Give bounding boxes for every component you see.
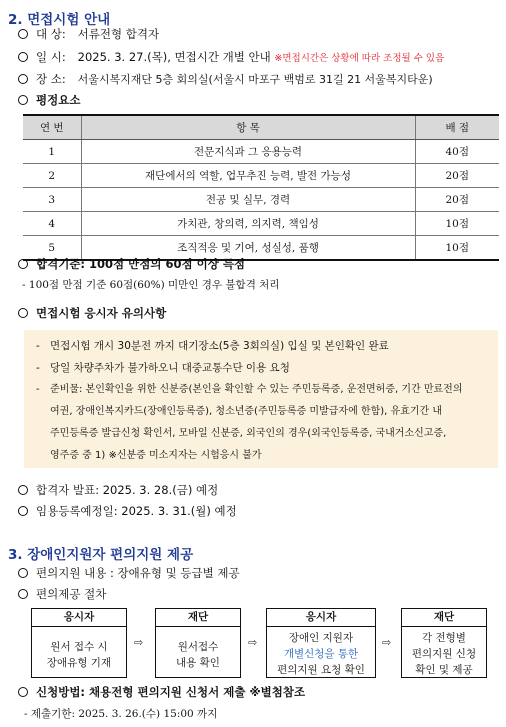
- notice-item: - 준비물: 본인확인을 위한 신분증(본인을 확인할 수 있는 주민등록증, 운전면허증, 기간 만료전의: [36, 384, 463, 395]
- notice-title: 면접시험 응시자 유의사항: [36, 306, 167, 320]
- flow-step-4: 재단 각 전형별 편의지원 신청 확인 및 제공: [401, 608, 487, 678]
- circle-bullet-icon: [18, 95, 28, 105]
- target-label: 대 상:: [36, 27, 66, 41]
- date-value: 2025. 3. 27.(목), 면접시간 개별 안내: [77, 50, 271, 64]
- table-cell-item: 재단에서의 역할, 업무추진 능력, 발전 가능성: [81, 164, 415, 188]
- place-label: 장 소:: [36, 72, 66, 86]
- apply-method: 신청방법: 채용전형 편의지원 신청서 제출 ※별첨참조: [36, 685, 306, 699]
- eval-title: 평정요소: [36, 93, 81, 107]
- pass-note: - 100점 만점 기준 60점(60%) 미만인 경우 불합격 처리: [22, 279, 280, 291]
- table-cell-item: 전문지식과 그 응용능력: [81, 140, 415, 164]
- circle-bullet-icon: [18, 259, 28, 269]
- circle-bullet-icon: [18, 308, 28, 318]
- circle-bullet-icon: [18, 29, 28, 39]
- procedure-title-row: [18, 586, 502, 602]
- circle-bullet-icon: [18, 589, 28, 599]
- flow-step-1: 응시자 원서 접수 시 장애유형 기재: [31, 608, 127, 678]
- apply-method-row: [18, 684, 502, 700]
- evaluation-table: [23, 114, 499, 261]
- flow-step-head: 재단: [156, 609, 240, 627]
- table-cell-score: 20점: [415, 164, 499, 188]
- table-cell-score: 10점: [415, 212, 499, 236]
- table-row: [23, 212, 499, 236]
- table-header-item: 항 목: [81, 115, 415, 140]
- circle-bullet-icon: [18, 506, 28, 516]
- circle-bullet-icon: [18, 74, 28, 84]
- appoint-date: 임용등록예정일: 2025. 3. 31.(월) 예정: [36, 504, 237, 518]
- notice-item-continued: 영주증 중 1) ※신분증 미소지자는 시험응시 불가: [50, 450, 262, 461]
- support-content-row: [18, 565, 502, 581]
- table-row: [23, 188, 499, 212]
- date-label: 일 시:: [36, 50, 66, 64]
- appoint-date-row: [18, 503, 502, 519]
- table-header-no: 연 번: [23, 115, 81, 140]
- notice-item-continued: 여권, 장애인복지카드(장애인등록증), 청소년증(주민등록증 미발급자에 한함), 유효기간 내: [50, 406, 442, 417]
- flow-step-head: 응시자: [32, 609, 126, 627]
- deadline: - 제출기한: 2025. 3. 26.(수) 15:00 까지: [24, 708, 218, 720]
- table-cell-no: 2: [23, 164, 81, 188]
- table-row: [23, 140, 499, 164]
- circle-bullet-icon: [18, 568, 28, 578]
- circle-bullet-icon: [18, 485, 28, 495]
- date-row: [18, 49, 502, 67]
- flow-step-head: 응시자: [267, 609, 375, 627]
- place-value: 서울시복지재단 5층 회의실(서울시 마포구 백범로 31길 21 서울복지타운): [77, 73, 433, 86]
- circle-bullet-icon: [18, 687, 28, 697]
- section-2-title: 2. 면접시험 안내: [8, 12, 111, 28]
- support-content: 편의지원 내용 : 장애유형 및 등급별 제공: [36, 566, 240, 580]
- table-cell-item: 가치관, 창의력, 의지력, 책임성: [81, 212, 415, 236]
- section-3-title: 3. 장애인지원자 편의지원 제공: [8, 547, 194, 563]
- date-note: ※면접시간은 상황에 따라 조정될 수 있음: [274, 53, 445, 64]
- place-row: [18, 71, 502, 88]
- result-announce-row: [18, 482, 502, 498]
- flow-step-3: 응시자 장애인 지원자 개별신청을 통한 편의지원 요청 확인: [266, 608, 376, 678]
- notice-title-row: [18, 305, 502, 321]
- pass-criteria-row: [18, 256, 502, 272]
- table-header-row: [23, 115, 499, 140]
- eval-title-row: [18, 92, 502, 108]
- notice-item: - 면접시험 개시 30분전 까지 대기장소(5층 3회의실) 입실 및 본인확인 완료: [36, 340, 389, 352]
- table-cell-no: 3: [23, 188, 81, 212]
- target-row: [18, 26, 502, 42]
- arrow-right-icon: ⇨: [134, 636, 144, 649]
- flow-step-head: 재단: [402, 609, 486, 627]
- table-cell-score: 20점: [415, 188, 499, 212]
- table-cell-score: 10점: [415, 236, 499, 261]
- notice-item: - 당일 차량주차가 불가하오니 대중교통수단 이용 요청: [36, 362, 290, 374]
- notice-item-continued: 주민등록증 발급신청 확인서, 모바일 신분증, 외국인의 경우(외국인등록증, 국내거소신고증,: [50, 428, 447, 439]
- table-cell-no: 4: [23, 212, 81, 236]
- table-cell-item: 조직적응 및 기여, 성실성, 품행: [81, 236, 415, 261]
- table-row: [23, 164, 499, 188]
- pass-criteria: 합격기준: 100점 만점의 60점 이상 득점: [36, 257, 246, 271]
- procedure-title: 편의제공 절차: [36, 587, 107, 601]
- target-value: 서류전형 합격자: [77, 27, 160, 41]
- arrow-right-icon: ⇨: [382, 636, 392, 649]
- table-cell-score: 40점: [415, 140, 499, 164]
- table-cell-no: 1: [23, 140, 81, 164]
- result-announce: 합격자 발표: 2025. 3. 28.(금) 예정: [36, 483, 219, 497]
- table-header-score: 배 점: [415, 115, 499, 140]
- table-cell-item: 전공 및 실무, 경력: [81, 188, 415, 212]
- circle-bullet-icon: [18, 52, 28, 62]
- table-cell-no: 5: [23, 236, 81, 261]
- flow-step-2: 재단 원서접수 내용 확인: [155, 608, 241, 678]
- arrow-right-icon: ⇨: [248, 636, 258, 649]
